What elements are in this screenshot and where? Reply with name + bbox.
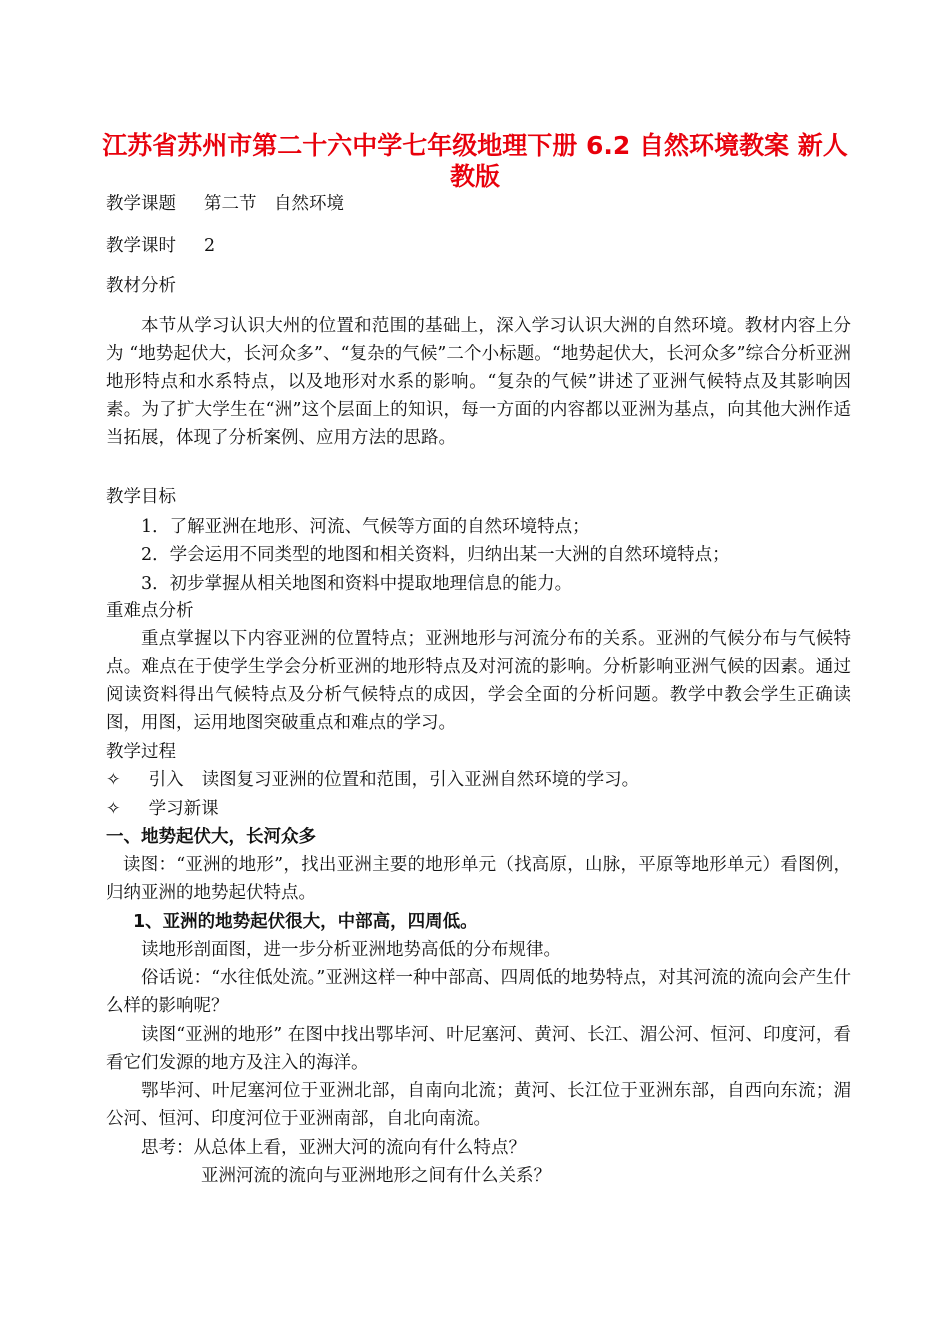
hours-row xyxy=(106,232,215,260)
course-row xyxy=(106,190,344,218)
process-item-text: 读图复习亚洲的位置和范围，引入亚洲自然环境的学习。 xyxy=(201,770,640,790)
diamond-bullet-icon: ✧ xyxy=(106,799,121,819)
course-value: 第二节 自然环境 xyxy=(204,194,344,214)
goal-item: 2．学会运用不同类型的地图和相关资料，归纳出某一大洲的自然环境特点； xyxy=(141,545,730,565)
think-question-2: 亚洲河流的流向与亚洲地形之间有什么关系？ xyxy=(201,1166,551,1186)
hours-value: 2 xyxy=(204,236,216,256)
analysis-paragraph: 本节从学习认识大州的位置和范围的基础上，深入学习认识大洲的自然环境。教材内容上分为 “地势起伏大，长河众多”、“复杂的气候”二个小标题。“地势起伏大，长河众多”综合分析亚洲地形特点和水系特点，以及地形对水系的影响。“复杂的气候”讲述了亚洲气候特点及其影响因素。为了扩大学生在“洲”这个层面上的知识，每一方面的内容都以亚洲为基点，向其他大洲作适当拓展，体现了分析案例、应用方法的思路。 xyxy=(106,316,851,448)
diamond-bullet-icon: ✧ xyxy=(106,770,121,790)
section1-intro: 读图：“亚洲的地形”，找出亚洲主要的地形单元（找高原，山脉，平原等地形单元）看图例，归纳亚洲的地势起伏特点。 xyxy=(106,855,851,903)
goal-item: 1．了解亚洲在地形、河流、气候等方面的自然环境特点； xyxy=(141,517,590,537)
rivers-paragraph: 鄂毕河、叶尼塞河位于亚洲北部，自南向北流；黄河、长江位于亚洲东部，自西向东流；湄公河、恒河、印度河位于亚洲南部，自北向南流。 xyxy=(106,1081,851,1129)
course-label: 教学课题 xyxy=(106,194,176,214)
think-question-1: 思考：从总体上看，亚洲大河的流向有什么特点？ xyxy=(141,1138,526,1158)
process-item-label: 学习新课 xyxy=(148,799,219,819)
process-item-intro xyxy=(106,766,639,794)
process-heading: 教学过程 xyxy=(106,742,176,762)
profile-instruction: 读地形剖面图，进一步分析亚洲地势高低的分布规律。 xyxy=(141,940,561,960)
point1-heading: 1、亚洲的地势起伏很大，中部高，四周低。 xyxy=(133,912,478,932)
process-item-label: 引入 xyxy=(148,770,184,790)
process-item-new-lesson xyxy=(106,795,219,823)
map-paragraph: 读图“亚洲的地形” 在图中找出鄂毕河、叶尼塞河、黄河、长江、湄公河、恒河、印度河，看看它们发源的地方及注入的海洋。 xyxy=(106,1025,851,1073)
goal-item: 3．初步掌握从相关地图和资料中提取地理信息的能力。 xyxy=(141,574,573,594)
key-paragraph: 重点掌握以下内容亚洲的位置特点；亚洲地形与河流分布的关系。亚洲的气候分布与气候特点。难点在于使学生学会分析亚洲的地形特点及对河流的影响。分析影响亚洲气候的因素。通过阅读资料得出气候特点及分析气候特点的成因，学会全面的分析问题。教学中教会学生正确读图，用图，运用地图突破重点和难点的学习。 xyxy=(106,629,851,733)
key-heading: 重难点分析 xyxy=(106,601,194,621)
section1-heading: 一、地势起伏大，长河众多 xyxy=(106,827,316,847)
saying-paragraph: 俗话说：“水往低处流。”亚洲这样一种中部高、四周低的地势特点，对其河流的流向会产生什么样的影响呢？ xyxy=(106,968,851,1016)
analysis-heading: 教材分析 xyxy=(106,276,176,296)
document-title: 江苏省苏州市第二十六中学七年级地理下册 6.2 自然环境教案 新人教版 xyxy=(102,131,848,191)
hours-label: 教学课时 xyxy=(106,236,176,256)
goals-heading: 教学目标 xyxy=(106,487,176,507)
